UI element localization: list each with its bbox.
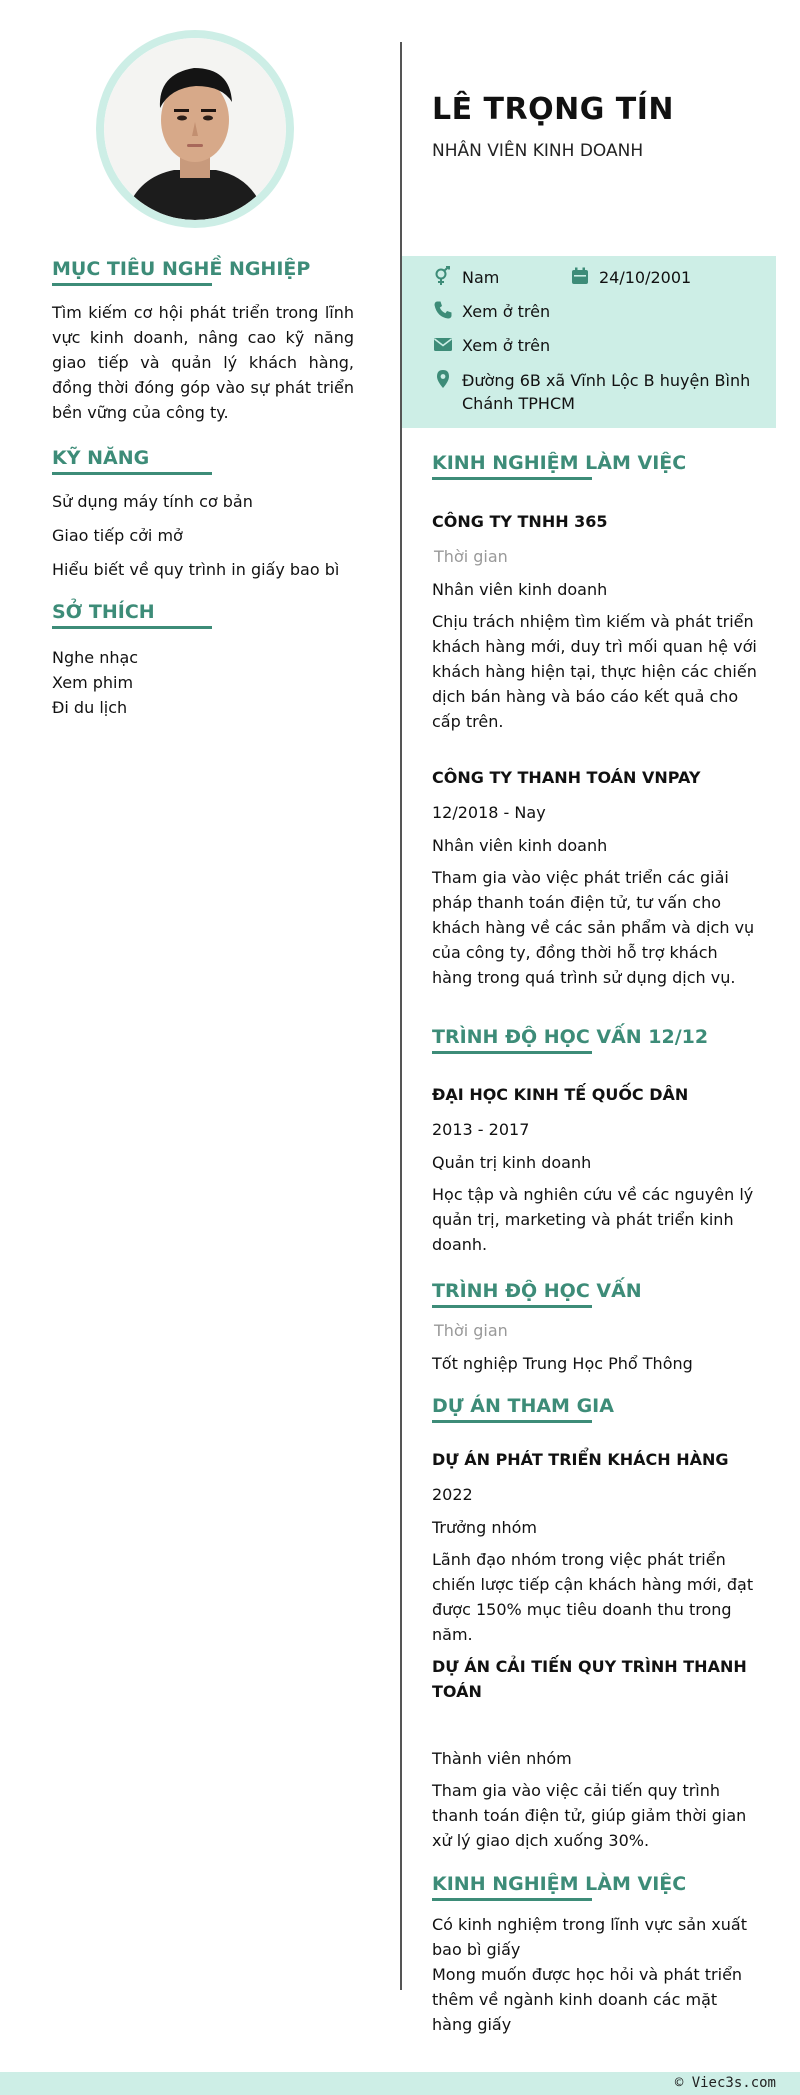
experience-title: KINH NGHIỆM LÀM VIỆC xyxy=(432,452,762,480)
skill-item: Giao tiếp cởi mở xyxy=(52,526,183,545)
entry-time: 2022 xyxy=(432,1485,473,1504)
skills-section xyxy=(52,447,354,581)
header xyxy=(432,92,762,161)
entry-description: Chịu trách nhiệm tìm kiếm và phát triển khách hàng mới, duy trì mối quan hệ với khách hàng hiện tại, thực hiện các chiến dịch bán hàng và báo cáo kết quả cho cấp trên. xyxy=(432,612,757,731)
location-icon xyxy=(432,369,454,389)
entry-major: Quản trị kinh doanh xyxy=(432,1153,592,1172)
company-name: CÔNG TY TNHH 365 xyxy=(432,512,608,531)
mail-icon xyxy=(432,334,454,354)
entry-time: Thời gian xyxy=(434,547,508,566)
experience-line: Mong muốn được học hỏi và phát triển thêm về ngành kinh doanh các mặt hàng giấy xyxy=(432,1965,743,2034)
education-title-2: TRÌNH ĐỘ HỌC VẤN xyxy=(432,1280,762,1308)
entry-description: Tham gia vào việc cải tiến quy trình thanh toán điện tử, giúp giảm thời gian xử lý giao dịch xuống 30%. xyxy=(432,1781,747,1850)
hobby-item: Nghe nhạc xyxy=(52,648,139,667)
objective-title: MỤC TIÊU NGHỀ NGHIỆP xyxy=(52,258,354,286)
company-name: CÔNG TY THANH TOÁN VNPAY xyxy=(432,768,701,787)
project-name: DỰ ÁN CẢI TIẾN QUY TRÌNH THANH TOÁN xyxy=(432,1657,747,1701)
skill-item: Hiểu biết về quy trình in giấy bao bì xyxy=(52,560,340,579)
entry-role: Trưởng nhóm xyxy=(432,1518,537,1537)
footer-watermark: © Viec3s.com xyxy=(674,2075,776,2091)
footer-bar xyxy=(0,2072,800,2095)
entry-time: Thời gian xyxy=(434,1321,508,1340)
email-value: Xem ở trên xyxy=(462,336,551,355)
gender-value: Nam xyxy=(462,268,500,287)
entry-description: Lãnh đạo nhóm trong việc phát triển chiến lược tiếp cận khách hàng mới, đạt được 150% mục tiêu doanh thu trong năm. xyxy=(432,1550,754,1644)
entry-position: Nhân viên kinh doanh xyxy=(432,836,608,855)
hobby-item: Đi du lịch xyxy=(52,698,128,717)
skill-item: Sử dụng máy tính cơ bản xyxy=(52,492,253,511)
skills-title: KỸ NĂNG xyxy=(52,447,354,475)
school-name: ĐẠI HỌC KINH TẾ QUỐC DÂN xyxy=(432,1085,689,1104)
entry-time: 2013 - 2017 xyxy=(432,1120,530,1139)
experience-notes xyxy=(432,1912,752,2037)
education-section-2 xyxy=(432,1280,762,1308)
calendar-icon xyxy=(569,266,591,286)
phone-value: Xem ở trên xyxy=(462,302,551,321)
avatar-photo xyxy=(104,38,286,220)
hobbies-title: SỞ THÍCH xyxy=(52,601,354,629)
experience-line: Có kinh nghiệm trong lĩnh vực sản xuất bao bì giấy xyxy=(432,1915,747,1959)
gender-icon xyxy=(432,266,454,286)
hobby-item: Xem phim xyxy=(52,673,134,692)
address-row xyxy=(432,369,752,415)
full-name: LÊ TRỌNG TÍN xyxy=(432,92,675,127)
entry-description: Học tập và nghiên cứu về các nguyên lý quản trị, marketing và phát triển kinh doanh. xyxy=(432,1185,754,1254)
experience-section-2 xyxy=(432,1873,762,1901)
education-section xyxy=(432,1026,762,1054)
birthdate-row xyxy=(569,266,691,289)
entry-role: Thành viên nhóm xyxy=(432,1749,572,1768)
experience-section xyxy=(432,452,762,480)
entry-description: Tham gia vào việc phát triển các giải pháp thanh toán điện tử, tư vấn cho khách hàng về các sản phẩm và dịch vụ của công ty, đồng thời hỗ trợ khách hàng trong quá trình sử dụng dịch vụ. xyxy=(432,868,755,987)
project-entry xyxy=(432,1450,762,1647)
entry-time: 12/2018 - Nay xyxy=(432,803,546,822)
objective-text: Tìm kiếm cơ hội phát triển trong lĩnh vực kinh doanh, nâng cao kỹ năng giao tiếp và quản lý khách hàng, đồng thời đóng góp vào sự phát triển bền vững của công ty. xyxy=(52,303,354,422)
projects-title: DỰ ÁN THAM GIA xyxy=(432,1395,762,1423)
education-title: TRÌNH ĐỘ HỌC VẤN 12/12 xyxy=(432,1026,762,1054)
email-row xyxy=(432,334,550,357)
entry-position: Nhân viên kinh doanh xyxy=(432,580,608,599)
experience-entry xyxy=(432,768,762,990)
avatar xyxy=(96,30,294,228)
project-entry-details xyxy=(432,1749,762,1853)
address-value: Đường 6B xã Vĩnh Lộc B huyện Bình Chánh TPHCM xyxy=(462,371,751,413)
objective-section xyxy=(52,258,354,425)
birthdate-value: 24/10/2001 xyxy=(599,268,692,287)
projects-section xyxy=(432,1395,762,1423)
job-title: NHÂN VIÊN KINH DOANH xyxy=(432,141,644,161)
experience-title-2: KINH NGHIỆM LÀM VIỆC xyxy=(432,1873,762,1901)
education-entry-2 xyxy=(432,1321,762,1373)
experience-entry xyxy=(432,512,762,734)
phone-icon xyxy=(432,300,454,320)
gender-row xyxy=(432,266,499,289)
education-entry xyxy=(432,1085,762,1257)
project-name: DỰ ÁN PHÁT TRIỂN KHÁCH HÀNG xyxy=(432,1450,729,1469)
entry-detail: Tốt nghiệp Trung Học Phổ Thông xyxy=(432,1354,693,1373)
hobbies-section xyxy=(52,601,354,720)
phone-row xyxy=(432,300,550,323)
project-entry xyxy=(432,1654,752,1704)
